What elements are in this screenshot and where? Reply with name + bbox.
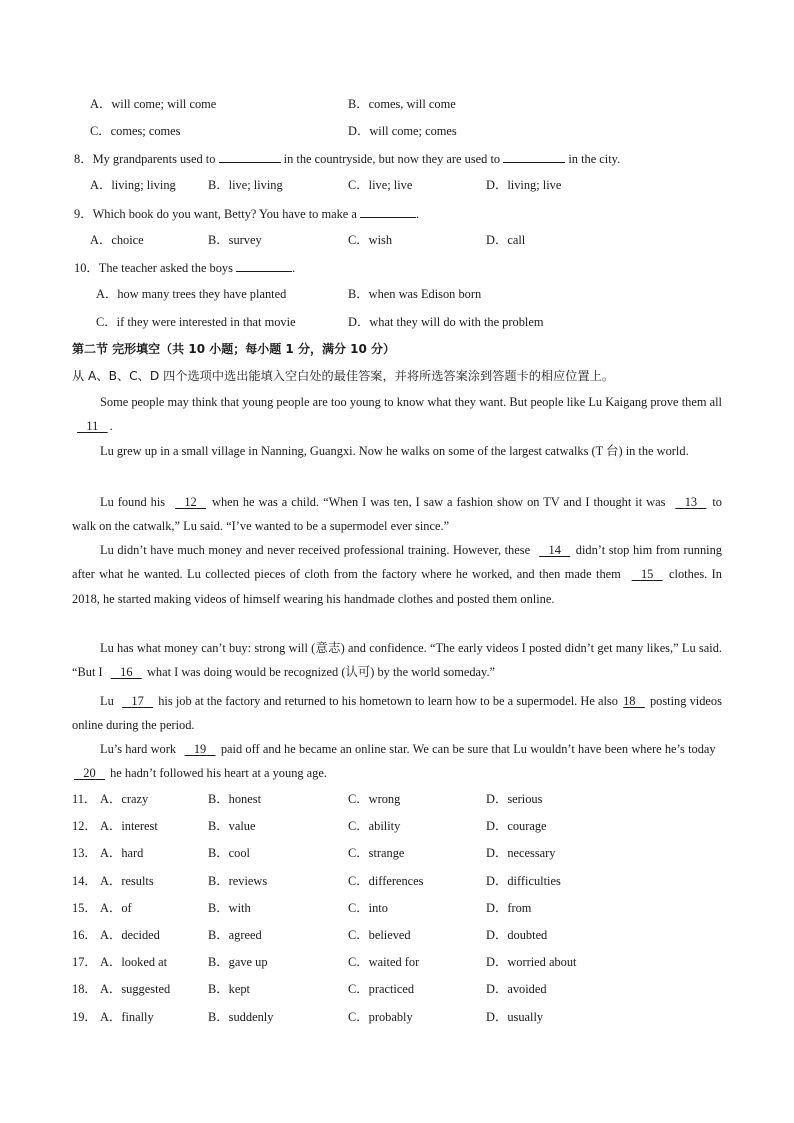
answer-option-b: B．value <box>208 819 256 834</box>
question-9-stem <box>74 205 419 222</box>
p6-text-c: posting videos online during the period. <box>72 694 722 733</box>
p1-text-a: Some people may think that young people are too young to know what they want. But people like Lu Kaigang prove them all <box>100 395 722 409</box>
q9-tail: . <box>415 207 420 221</box>
blank-13: 13 <box>684 495 698 509</box>
blank-14: 14 <box>548 543 561 557</box>
q10-blank <box>236 259 292 272</box>
answer-option-a: A．hard <box>100 846 144 861</box>
answer-option-b: B．suddenly <box>208 1009 274 1024</box>
answer-option-a: A．suggested <box>100 982 171 997</box>
answer-option-d: D．usually <box>486 1009 544 1024</box>
question-10-stem <box>74 259 295 276</box>
p4-text-c: clothes. In 2018, he started making videos of himself wearing his handmade clothes and posted them online. <box>72 567 722 606</box>
passage-paragraph-3 <box>72 490 722 539</box>
answer-option-c: C．into <box>348 900 388 915</box>
blank-17: 17 <box>131 694 144 708</box>
p7-text-a: Lu’s hard work <box>100 742 177 756</box>
q7-option-b: B．comes, will come <box>348 97 456 111</box>
blank-20: 20 <box>83 766 96 781</box>
answer-option-d: D．difficulties <box>486 873 561 888</box>
answer-option-b: B．agreed <box>208 928 262 942</box>
answer-option-c: C．wrong <box>348 792 401 806</box>
answer-row-number: 16． <box>72 928 97 942</box>
q9-option-b: B．survey <box>208 233 262 247</box>
q10-tail: . <box>292 261 296 275</box>
blank-11: 11 <box>86 419 99 434</box>
q9-lead: 9．Which book do you want, Betty? You have to make a <box>74 207 357 221</box>
answer-option-a: A．results <box>100 873 154 888</box>
answer-row-number: 13． <box>72 846 97 861</box>
passage-paragraph-2 <box>72 439 722 463</box>
answer-option-a: A．looked at <box>100 955 168 970</box>
p4-text-a: Lu didn’t have much money and never received professional training. However, these <box>100 543 531 557</box>
blank-18: 18 <box>623 694 636 708</box>
answer-option-c: C．practiced <box>348 982 415 997</box>
blank-12: 12 <box>184 495 197 509</box>
answer-option-b: B．gave up <box>208 955 268 970</box>
section-title: 第二节 完形填空（共 10 小题；每小题 1 分，满分 10 分） <box>72 342 395 356</box>
p3-text-b: when he was a child. “When I was ten, I saw a fashion show on TV and I thought it was <box>212 495 666 509</box>
answer-option-d: D．avoided <box>486 982 547 997</box>
q10-option-d: D．what they will do with the problem <box>348 315 544 329</box>
q8-option-b: B．live; living <box>208 178 283 192</box>
answer-option-b: B．reviews <box>208 873 268 888</box>
answer-option-c: C．probably <box>348 1009 413 1024</box>
answer-option-d: D．necessary <box>486 846 556 861</box>
answer-option-c: C．waited for <box>348 955 420 970</box>
p1-text-b: . <box>109 419 113 434</box>
question-8-stem <box>74 150 620 167</box>
answer-option-d: D．worried about <box>486 955 577 970</box>
q9-option-d: D．call <box>486 233 526 247</box>
p4-text-b: didn’t stop him from running after what he wanted. Lu collected pieces of cloth from the factory where he worked, and then made them <box>72 543 722 582</box>
answer-option-d: D．serious <box>486 792 543 806</box>
q8-blank-1 <box>219 150 281 163</box>
q8-lead: 8．My grandparents used to <box>74 152 216 166</box>
q10-option-c: C．if they were interested in that movie <box>96 315 296 329</box>
q8-option-a: A．living; living <box>90 178 176 192</box>
blank-15: 15 <box>640 567 654 582</box>
p2-text: Lu grew up in a small village in Nanning, Guangxi. Now he walks on some of the largest catwalks (T 台) in the world. <box>100 444 689 458</box>
q10-option-b: B．when was Edison born <box>348 287 482 301</box>
answer-option-d: D．from <box>486 900 532 915</box>
answer-row-number: 17． <box>72 955 97 970</box>
blank-19: 19 <box>193 742 207 756</box>
passage-paragraph-1 <box>72 390 722 439</box>
answer-option-b: B．kept <box>208 982 250 997</box>
p3-text-a: Lu found his <box>100 495 166 509</box>
q7-option-a: A．will come; will come <box>90 97 217 111</box>
answer-option-b: B．honest <box>208 792 262 806</box>
answer-option-b: B．with <box>208 900 251 915</box>
answer-row-number: 12． <box>72 819 97 834</box>
answer-option-d: D．doubted <box>486 928 548 942</box>
q7-option-d: D．will come; comes <box>348 124 457 138</box>
answer-option-c: C．strange <box>348 846 405 861</box>
answer-option-b: B．cool <box>208 846 250 861</box>
passage-paragraph-6 <box>72 689 722 738</box>
p5-text-a: Lu has what money can’t buy: strong will (意志) and confidence. “The early videos I posted didn’t get many likes,” Lu said. “But I <box>72 641 722 680</box>
answer-row-number: 15． <box>72 900 97 915</box>
p7-text-b: paid off and he became an online star. We can be sure that Lu wouldn’t have been where he’s today <box>220 742 716 756</box>
answer-option-c: C．differences <box>348 873 424 888</box>
answer-option-a: A．finally <box>100 1009 154 1024</box>
q9-option-a: A．choice <box>90 233 144 247</box>
q7-option-c: C．comes; comes <box>90 124 181 138</box>
answer-option-a: A．interest <box>100 819 158 834</box>
answer-option-a: A．decided <box>100 928 160 942</box>
p5-text-b: what I was doing would be recognized (认可) by the world someday.” <box>146 665 496 680</box>
p7-text-c: he hadn’t followed his heart at a young age. <box>110 766 327 781</box>
passage-paragraph-5 <box>72 636 722 685</box>
answer-row-number: 19． <box>72 1009 97 1024</box>
answer-row-number: 18． <box>72 982 97 997</box>
q8-mid: in the countryside, but now they are used to <box>283 152 501 166</box>
q8-tail: in the city. <box>568 152 621 166</box>
q8-option-c: C．live; live <box>348 178 413 192</box>
answer-row-number: 11． <box>72 792 97 806</box>
answer-option-d: D．courage <box>486 819 547 834</box>
answer-option-a: A．crazy <box>100 792 149 806</box>
blank-16: 16 <box>120 665 133 680</box>
answer-option-c: C．believed <box>348 928 411 942</box>
passage-paragraph-7 <box>72 737 722 786</box>
q10-option-a: A．how many trees they have planted <box>96 287 287 301</box>
passage-paragraph-4 <box>72 538 722 611</box>
q8-blank-2 <box>503 150 565 163</box>
q8-option-d: D．living; live <box>486 178 562 192</box>
p3-text-c: to walk on the catwalk,” Lu said. “I’ve wanted to be a supermodel ever since.” <box>72 495 722 534</box>
answer-option-a: A．of <box>100 900 132 915</box>
p6-text-a: Lu <box>100 694 114 708</box>
answer-row-number: 14． <box>72 873 97 888</box>
p6-text-b: his job at the factory and returned to his hometown to learn how to be a supermodel. He also <box>158 694 618 708</box>
answer-option-c: C．ability <box>348 819 401 834</box>
q10-lead: 10．The teacher asked the boys <box>74 261 233 275</box>
q9-option-c: C．wish <box>348 233 393 247</box>
section-instruction: 从 A、B、C、D 四个选项中选出能填入空白处的最佳答案，并将所选答案涂到答题卡的相应位置上。 <box>72 369 615 383</box>
q9-blank <box>360 205 416 218</box>
